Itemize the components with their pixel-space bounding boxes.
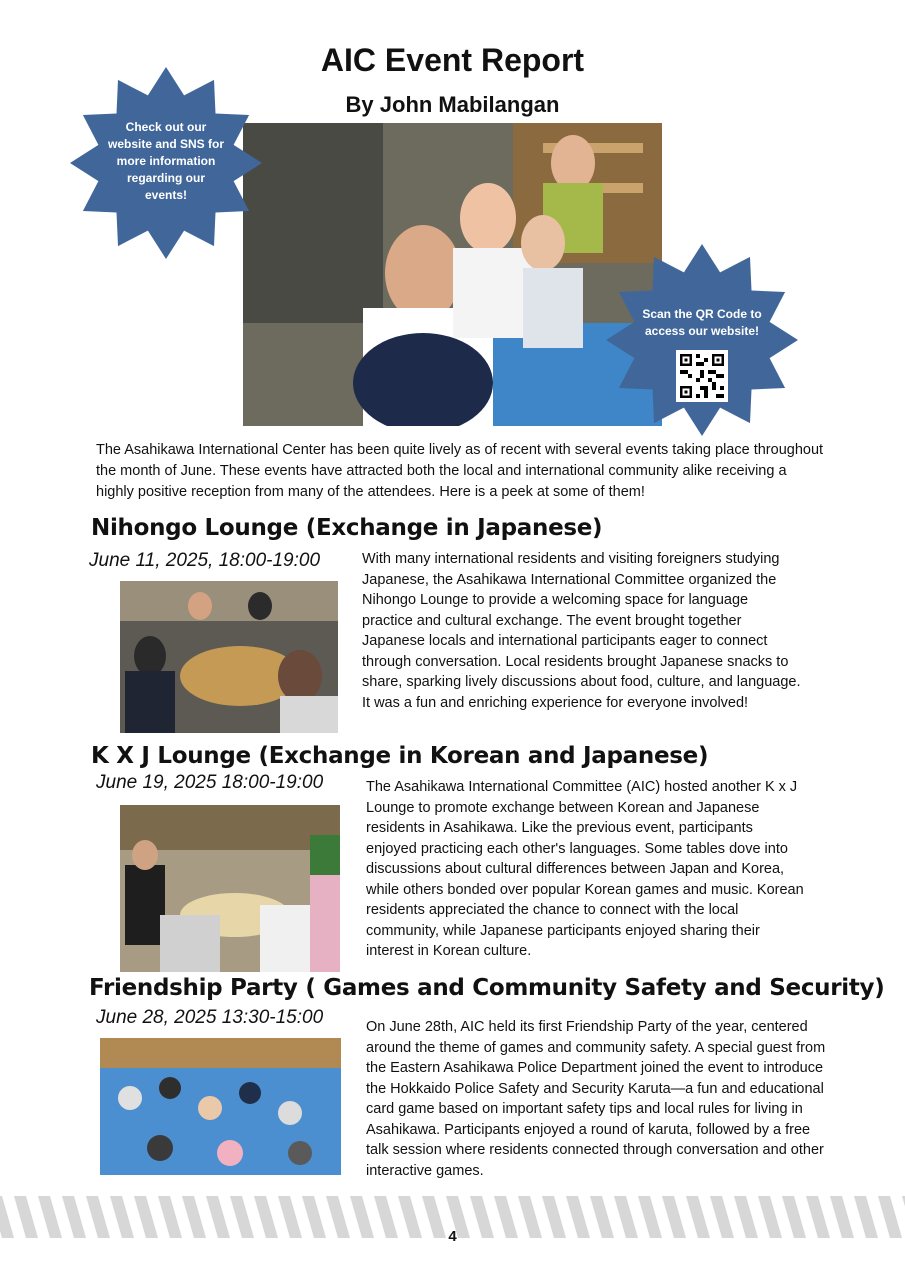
main-photo (243, 123, 662, 426)
qr-code-icon[interactable] (676, 350, 728, 402)
intro-paragraph: The Asahikawa International Center has been quite lively as of recent with several events taking place throughout the month of June. These events have attracted both the local and international community alike receiving a highly positive reception from many of the attendees. Here is a peek at some of them! (96, 442, 824, 500)
callout-left-line: regarding our (126, 171, 205, 185)
nihongo-lounge-photo (120, 581, 338, 733)
website-sns-callout (68, 65, 264, 261)
section-date: June 11, 2025, 18:00-19:00 (89, 550, 321, 571)
section-title-nihongo-lounge: Nihongo Lounge (Exchange in Japanese) (91, 515, 603, 541)
page-title: AIC Event Report (320, 42, 585, 78)
section-body: On June 28th, AIC held its first Friendship Party of the year, centered around the theme of games and community safety. A special guest from the Eastern Asahikawa Police Department joined the event to introduce the Hokkaido Police Safety and Security Karuta—a fun and educational card game based on important safety tips and local rules for living in Asahikawa. Participants enjoyed a round of karuta, followed by a free talk session where residents connected through conversation and other interactive games. (366, 1019, 826, 1179)
friendship-party-photo (100, 1038, 341, 1175)
section-body: The Asahikawa International Committee (AIC) hosted another K x J Lounge to promote exchange between Korean and Japanese residents in Asahikawa. Like the previous event, participants enjoyed practicing each other's languages. Some tables dove into discussions about cultural differences between Japan and Korea, while others bonded over popular Korean games and music. Korean residents appreciated the chance to connect with the local community, while Japanese participants enjoyed sharing their interest in Korean culture. (366, 779, 804, 959)
callout-left-line: events! (144, 188, 188, 202)
section-title-friendship-party: Friendship Party ( Games and Community Safety and Security) (89, 975, 885, 1001)
kxj-lounge-photo (120, 805, 340, 972)
qr-callout (604, 242, 800, 438)
callout-left-line: website and SNS for (107, 137, 225, 151)
callout-right-line: Scan the QR Code to (642, 307, 762, 321)
byline: By John Mabilangan (345, 92, 560, 117)
callout-left-line: Check out our (125, 120, 207, 134)
callout-left-line: more information (116, 154, 216, 168)
page-number: 4 (448, 1228, 457, 1245)
callout-right-line: access our website! (644, 324, 760, 338)
section-body: With many international residents and visiting foreigners studying Japanese, the Asahikawa International Committee organized the Nihongo Lounge to provide a welcoming space for language practice and cultural exchange. The event brought together Japanese locals and international participants eager to connect through conversation. Local residents brought Japanese snacks to share, sparking lively discussions about food, culture, and language. It was a fun and enriching experience for everyone involved! (362, 551, 801, 711)
section-date: June 28, 2025 13:30-15:00 (96, 1007, 324, 1028)
section-title-kxj-lounge: K X J Lounge (Exchange in Korean and Japanese) (91, 743, 709, 769)
section-date: June 19, 2025 18:00-19:00 (96, 772, 324, 793)
starburst-right-shape (604, 242, 800, 438)
